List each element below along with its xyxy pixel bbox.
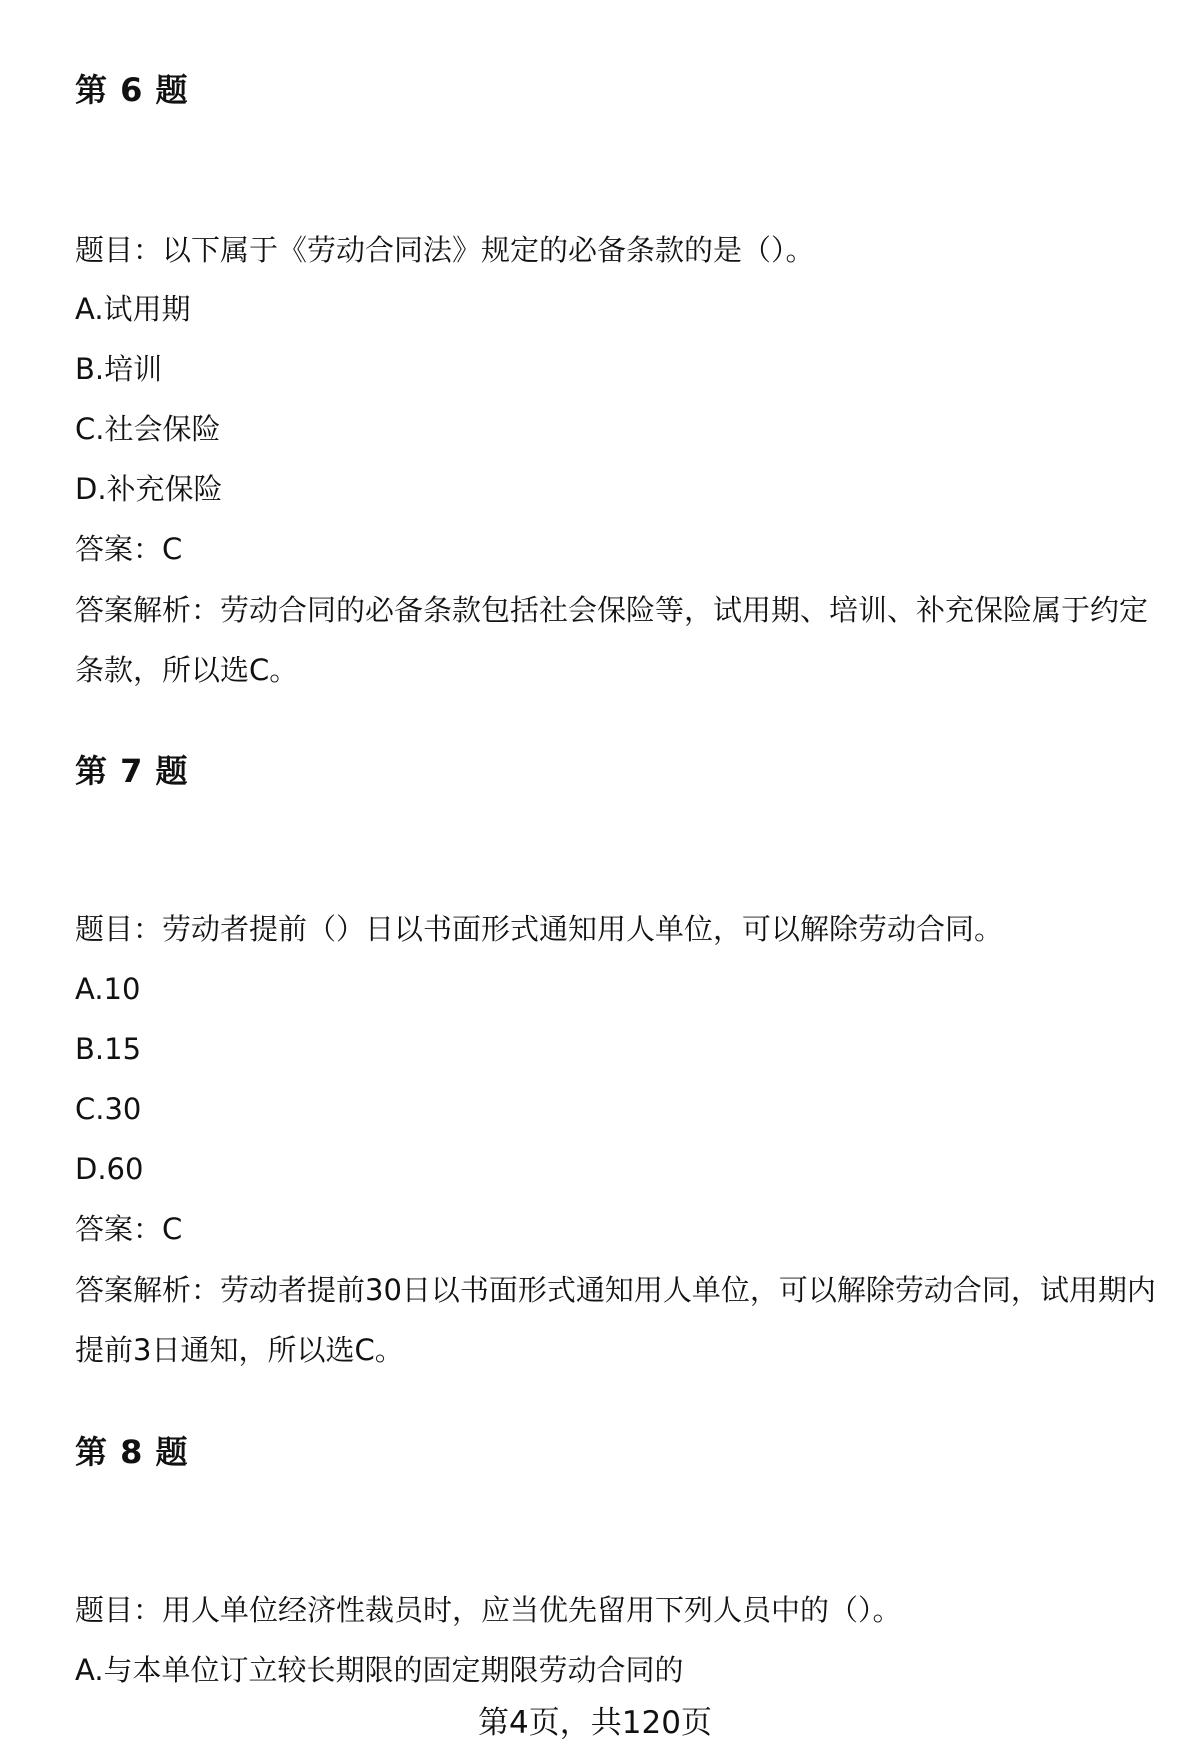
question-8-stem: 题目：用人单位经济性裁员时，应当优先留用下列人员中的（）。 [75,1593,902,1627]
question-6-answer: 答案：C [75,532,183,566]
question-6-stem: 题目：以下属于《劳动合同法》规定的必备条款的是（）。 [75,233,815,267]
question-7-option-c: C.30 [75,1092,142,1126]
question-7-option-b: B.15 [75,1032,142,1066]
question-7-option-d: D.60 [75,1152,144,1186]
question-6-option-a: A.试用期 [75,292,191,326]
question-7-analysis: 答案解析：劳动者提前30日以书面形式通知用人单位，可以解除劳动合同，试用期内提前3日通知，所以选C。 [75,1273,1156,1367]
question-6-option-d: D.补充保险 [75,472,223,506]
question-8-option-a: A.与本单位订立较长期限的固定期限劳动合同的 [75,1653,684,1687]
question-8-heading: 第 8 题 [75,1433,189,1471]
question-6-heading: 第 6 题 [75,71,189,109]
question-7-answer: 答案：C [75,1212,183,1246]
question-7-option-a: A.10 [75,972,141,1006]
question-6-option-b: B.培训 [75,352,163,386]
question-6-analysis: 答案解析：劳动合同的必备条款包括社会保险等，试用期、培训、补充保险属于约定条款，所以选C。 [75,593,1149,687]
question-7-stem: 题目：劳动者提前（）日以书面形式通知用人单位，可以解除劳动合同。 [75,912,1004,946]
page-number-footer: 第4页，共120页 [478,1705,712,1741]
question-7-heading: 第 7 题 [75,752,189,790]
question-6-option-c: C.社会保险 [75,412,221,446]
